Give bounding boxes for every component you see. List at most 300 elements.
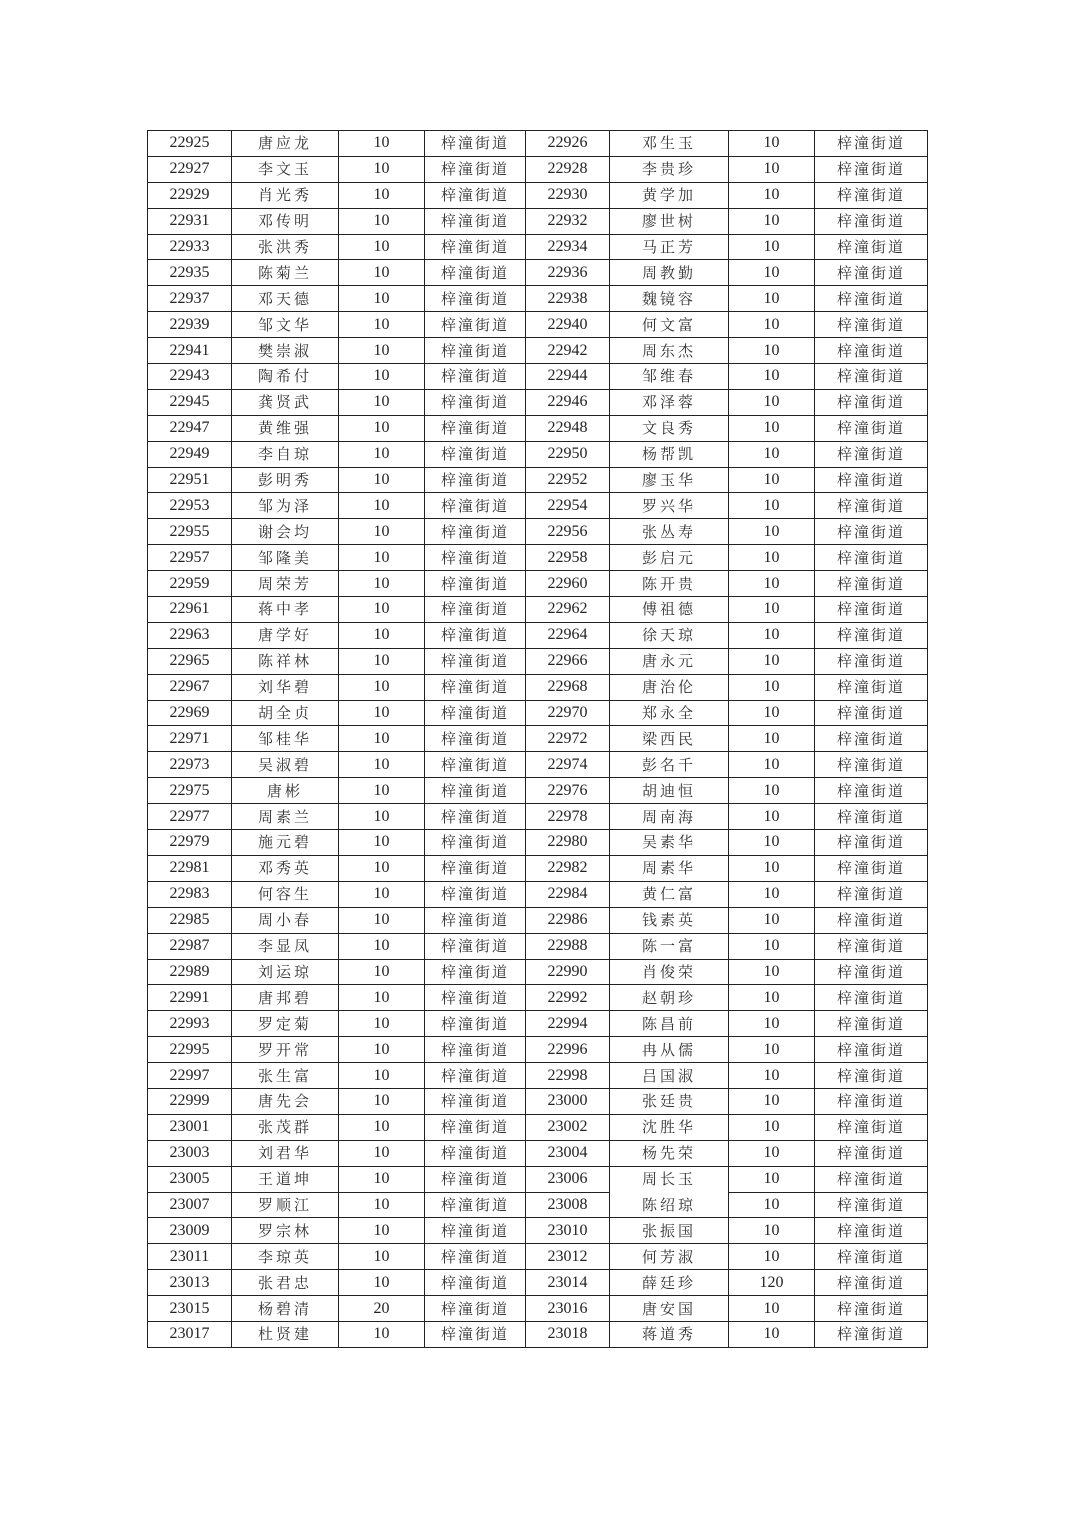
serial-number-cell: 22978 [526,804,610,830]
amount-cell: 10 [339,1088,425,1114]
name-cell: 吴素华 [610,830,729,856]
street-cell: 梓潼街道 [815,1296,928,1322]
name-cell: 周荣芳 [232,571,339,597]
street-cell: 梓潼街道 [425,1011,526,1037]
serial-number-cell: 22945 [148,389,232,415]
street-cell: 梓潼街道 [815,752,928,778]
name-cell: 陈昌前 [610,1011,729,1037]
amount-cell: 10 [729,545,815,571]
amount-cell: 20 [339,1296,425,1322]
name-cell: 沈胜华 [610,1114,729,1140]
serial-number-cell: 22927 [148,156,232,182]
name-cell: 周长玉 [610,1166,729,1192]
name-cell: 彭名千 [610,752,729,778]
amount-cell: 10 [339,182,425,208]
name-cell: 张丛寿 [610,519,729,545]
street-cell: 梓潼街道 [425,1037,526,1063]
amount-cell: 10 [339,674,425,700]
table-row [148,493,928,519]
serial-number-cell: 22937 [148,286,232,312]
name-cell: 黄学加 [610,182,729,208]
table-row [148,1088,928,1114]
street-cell: 梓潼街道 [425,752,526,778]
street-cell: 梓潼街道 [425,467,526,493]
street-cell: 梓潼街道 [425,493,526,519]
name-cell: 梁西民 [610,726,729,752]
amount-cell: 10 [729,389,815,415]
street-cell: 梓潼街道 [815,286,928,312]
amount-cell: 10 [339,959,425,985]
name-cell: 龚贤武 [232,389,339,415]
table-row [148,907,928,933]
serial-number-cell: 22938 [526,286,610,312]
name-cell: 周素华 [610,855,729,881]
street-cell: 梓潼街道 [815,364,928,390]
name-cell: 邹桂华 [232,726,339,752]
amount-cell: 10 [729,622,815,648]
street-cell: 梓潼街道 [815,804,928,830]
name-cell: 张洪秀 [232,234,339,260]
street-cell: 梓潼街道 [815,674,928,700]
serial-number-cell: 22974 [526,752,610,778]
street-cell: 梓潼街道 [425,1114,526,1140]
name-cell: 何文富 [610,312,729,338]
street-cell: 梓潼街道 [815,1192,928,1218]
amount-cell: 10 [729,1296,815,1322]
street-cell: 梓潼街道 [815,1037,928,1063]
amount-cell: 10 [339,1140,425,1166]
serial-number-cell: 23005 [148,1166,232,1192]
amount-cell: 10 [339,985,425,1011]
street-cell: 梓潼街道 [425,182,526,208]
table-row [148,726,928,752]
street-cell: 梓潼街道 [425,1166,526,1192]
amount-cell: 10 [339,389,425,415]
amount-cell: 10 [339,1218,425,1244]
amount-cell: 10 [729,881,815,907]
serial-number-cell: 22988 [526,933,610,959]
table-row [148,1270,928,1296]
serial-number-cell: 22961 [148,597,232,623]
amount-cell: 10 [339,1192,425,1218]
street-cell: 梓潼街道 [815,493,928,519]
amount-cell: 10 [339,415,425,441]
amount-cell: 10 [729,441,815,467]
table-row [148,156,928,182]
street-cell: 梓潼街道 [815,1140,928,1166]
serial-number-cell: 23008 [526,1192,610,1218]
street-cell: 梓潼街道 [425,1321,526,1347]
street-cell: 梓潼街道 [425,1218,526,1244]
street-cell: 梓潼街道 [425,778,526,804]
amount-cell: 10 [339,441,425,467]
street-cell: 梓潼街道 [425,286,526,312]
street-cell: 梓潼街道 [815,234,928,260]
street-cell: 梓潼街道 [425,648,526,674]
amount-cell: 10 [729,752,815,778]
table-row [148,985,928,1011]
serial-number-cell: 22948 [526,415,610,441]
serial-number-cell: 23009 [148,1218,232,1244]
serial-number-cell: 22958 [526,545,610,571]
table-row [148,778,928,804]
amount-cell: 10 [729,1166,815,1192]
amount-cell: 10 [339,1011,425,1037]
name-cell: 李自琼 [232,441,339,467]
name-cell: 廖玉华 [610,467,729,493]
name-cell: 杨先荣 [610,1140,729,1166]
table-row [148,519,928,545]
amount-cell: 10 [339,156,425,182]
street-cell: 梓潼街道 [815,907,928,933]
name-cell: 杨碧清 [232,1296,339,1322]
street-cell: 梓潼街道 [815,881,928,907]
street-cell: 梓潼街道 [425,804,526,830]
name-cell: 罗顺江 [232,1192,339,1218]
serial-number-cell: 22964 [526,622,610,648]
table-row [148,1011,928,1037]
serial-number-cell: 22936 [526,260,610,286]
street-cell: 梓潼街道 [815,1114,928,1140]
table-row [148,338,928,364]
street-cell: 梓潼街道 [425,985,526,1011]
table-row [148,1037,928,1063]
amount-cell: 10 [729,1011,815,1037]
serial-number-cell: 23001 [148,1114,232,1140]
serial-number-cell: 23010 [526,1218,610,1244]
amount-cell: 10 [339,338,425,364]
street-cell: 梓潼街道 [815,933,928,959]
name-cell: 吴淑碧 [232,752,339,778]
table-row [148,1063,928,1089]
serial-number-cell: 22939 [148,312,232,338]
street-cell: 梓潼街道 [815,182,928,208]
amount-cell: 10 [729,338,815,364]
amount-cell: 10 [339,1037,425,1063]
street-cell: 梓潼街道 [425,959,526,985]
street-cell: 梓潼街道 [815,519,928,545]
amount-cell: 10 [729,208,815,234]
street-cell: 梓潼街道 [425,855,526,881]
table-row [148,260,928,286]
serial-number-cell: 22965 [148,648,232,674]
serial-number-cell: 22933 [148,234,232,260]
street-cell: 梓潼街道 [815,208,928,234]
table-row [148,441,928,467]
name-cell: 张茂群 [232,1114,339,1140]
serial-number-cell: 22954 [526,493,610,519]
serial-number-cell: 22942 [526,338,610,364]
name-cell: 张生富 [232,1063,339,1089]
name-cell: 邓泽蓉 [610,389,729,415]
serial-number-cell: 22930 [526,182,610,208]
name-cell: 周东杰 [610,338,729,364]
street-cell: 梓潼街道 [425,830,526,856]
amount-cell: 10 [339,726,425,752]
table-row [148,674,928,700]
street-cell: 梓潼街道 [425,1296,526,1322]
street-cell: 梓潼街道 [425,208,526,234]
street-cell: 梓潼街道 [425,519,526,545]
name-cell: 罗兴华 [610,493,729,519]
serial-number-cell: 23013 [148,1270,232,1296]
table-row [148,131,928,157]
serial-number-cell: 22994 [526,1011,610,1037]
name-cell: 周南海 [610,804,729,830]
amount-cell: 10 [339,312,425,338]
name-cell: 何容生 [232,881,339,907]
name-cell: 谢会均 [232,519,339,545]
serial-number-cell: 22950 [526,441,610,467]
serial-number-cell: 22970 [526,700,610,726]
street-cell: 梓潼街道 [425,131,526,157]
serial-number-cell: 22992 [526,985,610,1011]
amount-cell: 10 [339,260,425,286]
name-cell: 魏镜容 [610,286,729,312]
street-cell: 梓潼街道 [425,338,526,364]
amount-cell: 10 [339,364,425,390]
serial-number-cell: 22996 [526,1037,610,1063]
name-cell: 赵朝珍 [610,985,729,1011]
name-cell: 刘君华 [232,1140,339,1166]
table-row [148,933,928,959]
name-cell: 陈绍琼 [610,1192,729,1218]
name-cell: 唐治伦 [610,674,729,700]
street-cell: 梓潼街道 [815,1218,928,1244]
amount-cell: 10 [729,959,815,985]
street-cell: 梓潼街道 [815,1244,928,1270]
amount-cell: 10 [729,519,815,545]
table-row [148,959,928,985]
serial-number-cell: 22986 [526,907,610,933]
amount-cell: 10 [729,182,815,208]
amount-cell: 10 [339,131,425,157]
serial-number-cell: 22987 [148,933,232,959]
name-cell: 冉从儒 [610,1037,729,1063]
name-cell: 彭明秀 [232,467,339,493]
name-cell: 邹为泽 [232,493,339,519]
serial-number-cell: 23004 [526,1140,610,1166]
amount-cell: 10 [729,1321,815,1347]
street-cell: 梓潼街道 [425,726,526,752]
street-cell: 梓潼街道 [815,648,928,674]
amount-cell: 120 [729,1270,815,1296]
serial-number-cell: 22977 [148,804,232,830]
street-cell: 梓潼街道 [425,1192,526,1218]
serial-number-cell: 22940 [526,312,610,338]
serial-number-cell: 22960 [526,571,610,597]
name-cell: 唐学好 [232,622,339,648]
serial-number-cell: 22953 [148,493,232,519]
serial-number-cell: 23016 [526,1296,610,1322]
name-cell: 邓生玉 [610,131,729,157]
amount-cell: 10 [339,855,425,881]
serial-number-cell: 22943 [148,364,232,390]
amount-cell: 10 [729,415,815,441]
amount-cell: 10 [339,234,425,260]
amount-cell: 10 [729,726,815,752]
serial-number-cell: 22997 [148,1063,232,1089]
table-row [148,182,928,208]
street-cell: 梓潼街道 [815,1088,928,1114]
serial-number-cell: 22926 [526,131,610,157]
amount-cell: 10 [339,778,425,804]
amount-cell: 10 [729,571,815,597]
amount-cell: 10 [339,1270,425,1296]
serial-number-cell: 23017 [148,1321,232,1347]
name-cell: 黄维强 [232,415,339,441]
street-cell: 梓潼街道 [815,855,928,881]
amount-cell: 10 [729,674,815,700]
name-cell: 邓秀英 [232,855,339,881]
serial-number-cell: 22976 [526,778,610,804]
table-row [148,1321,928,1347]
name-cell: 邓传明 [232,208,339,234]
street-cell: 梓潼街道 [425,312,526,338]
amount-cell: 10 [339,286,425,312]
street-cell: 梓潼街道 [815,156,928,182]
serial-number-cell: 22962 [526,597,610,623]
street-cell: 梓潼街道 [425,1244,526,1270]
amount-cell: 10 [729,1037,815,1063]
table-row [148,545,928,571]
table-row [148,1244,928,1270]
serial-number-cell: 23006 [526,1166,610,1192]
serial-number-cell: 23002 [526,1114,610,1140]
amount-cell: 10 [339,1166,425,1192]
name-cell: 李显凤 [232,933,339,959]
amount-cell: 10 [729,156,815,182]
serial-number-cell: 22929 [148,182,232,208]
table-row [148,1114,928,1140]
name-cell: 徐天琼 [610,622,729,648]
amount-cell: 10 [729,364,815,390]
serial-number-cell: 22955 [148,519,232,545]
name-cell: 廖世树 [610,208,729,234]
name-cell: 陈菊兰 [232,260,339,286]
serial-number-cell: 23015 [148,1296,232,1322]
street-cell: 梓潼街道 [425,1140,526,1166]
serial-number-cell: 22928 [526,156,610,182]
serial-number-cell: 22935 [148,260,232,286]
serial-number-cell: 22971 [148,726,232,752]
street-cell: 梓潼街道 [815,985,928,1011]
serial-number-cell: 22959 [148,571,232,597]
street-cell: 梓潼街道 [815,571,928,597]
street-cell: 梓潼街道 [815,312,928,338]
serial-number-cell: 22952 [526,467,610,493]
street-cell: 梓潼街道 [815,441,928,467]
serial-number-cell: 22985 [148,907,232,933]
name-cell: 傅祖德 [610,597,729,623]
serial-number-cell: 22998 [526,1063,610,1089]
amount-cell: 10 [729,493,815,519]
recipient-table [147,130,928,1348]
street-cell: 梓潼街道 [815,778,928,804]
serial-number-cell: 22975 [148,778,232,804]
name-cell: 周小春 [232,907,339,933]
street-cell: 梓潼街道 [425,571,526,597]
table-row [148,648,928,674]
table-body [148,131,928,1348]
street-cell: 梓潼街道 [815,1166,928,1192]
street-cell: 梓潼街道 [815,260,928,286]
table-row [148,830,928,856]
name-cell: 唐彬 [232,778,339,804]
amount-cell: 10 [729,131,815,157]
street-cell: 梓潼街道 [815,415,928,441]
street-cell: 梓潼街道 [815,1270,928,1296]
street-cell: 梓潼街道 [425,907,526,933]
amount-cell: 10 [729,1140,815,1166]
amount-cell: 10 [729,985,815,1011]
street-cell: 梓潼街道 [425,700,526,726]
street-cell: 梓潼街道 [815,1321,928,1347]
serial-number-cell: 22934 [526,234,610,260]
street-cell: 梓潼街道 [425,389,526,415]
amount-cell: 10 [339,208,425,234]
name-cell: 刘华碧 [232,674,339,700]
amount-cell: 10 [729,1244,815,1270]
street-cell: 梓潼街道 [815,830,928,856]
name-cell: 李贵珍 [610,156,729,182]
serial-number-cell: 23000 [526,1088,610,1114]
serial-number-cell: 22949 [148,441,232,467]
street-cell: 梓潼街道 [425,597,526,623]
serial-number-cell: 22966 [526,648,610,674]
name-cell: 张君忠 [232,1270,339,1296]
name-cell: 黄仁富 [610,881,729,907]
name-cell: 刘运琼 [232,959,339,985]
street-cell: 梓潼街道 [815,131,928,157]
name-cell: 张廷贵 [610,1088,729,1114]
street-cell: 梓潼街道 [815,597,928,623]
serial-number-cell: 22993 [148,1011,232,1037]
name-cell: 罗开常 [232,1037,339,1063]
street-cell: 梓潼街道 [815,622,928,648]
serial-number-cell: 22944 [526,364,610,390]
street-cell: 梓潼街道 [815,389,928,415]
amount-cell: 10 [729,855,815,881]
name-cell: 邓天德 [232,286,339,312]
serial-number-cell: 22963 [148,622,232,648]
serial-number-cell: 22972 [526,726,610,752]
street-cell: 梓潼街道 [425,1088,526,1114]
serial-number-cell: 23014 [526,1270,610,1296]
amount-cell: 10 [729,907,815,933]
amount-cell: 10 [729,234,815,260]
street-cell: 梓潼街道 [425,156,526,182]
name-cell: 唐永元 [610,648,729,674]
amount-cell: 10 [339,493,425,519]
name-cell: 唐邦碧 [232,985,339,1011]
table-row [148,208,928,234]
amount-cell: 10 [339,752,425,778]
name-cell: 李文玉 [232,156,339,182]
serial-number-cell: 22967 [148,674,232,700]
street-cell: 梓潼街道 [815,545,928,571]
name-cell: 蒋道秀 [610,1321,729,1347]
name-cell: 陈祥林 [232,648,339,674]
name-cell: 邹隆美 [232,545,339,571]
table-row [148,571,928,597]
name-cell: 唐安国 [610,1296,729,1322]
street-cell: 梓潼街道 [815,700,928,726]
street-cell: 梓潼街道 [425,234,526,260]
street-cell: 梓潼街道 [425,415,526,441]
street-cell: 梓潼街道 [425,933,526,959]
serial-number-cell: 22941 [148,338,232,364]
